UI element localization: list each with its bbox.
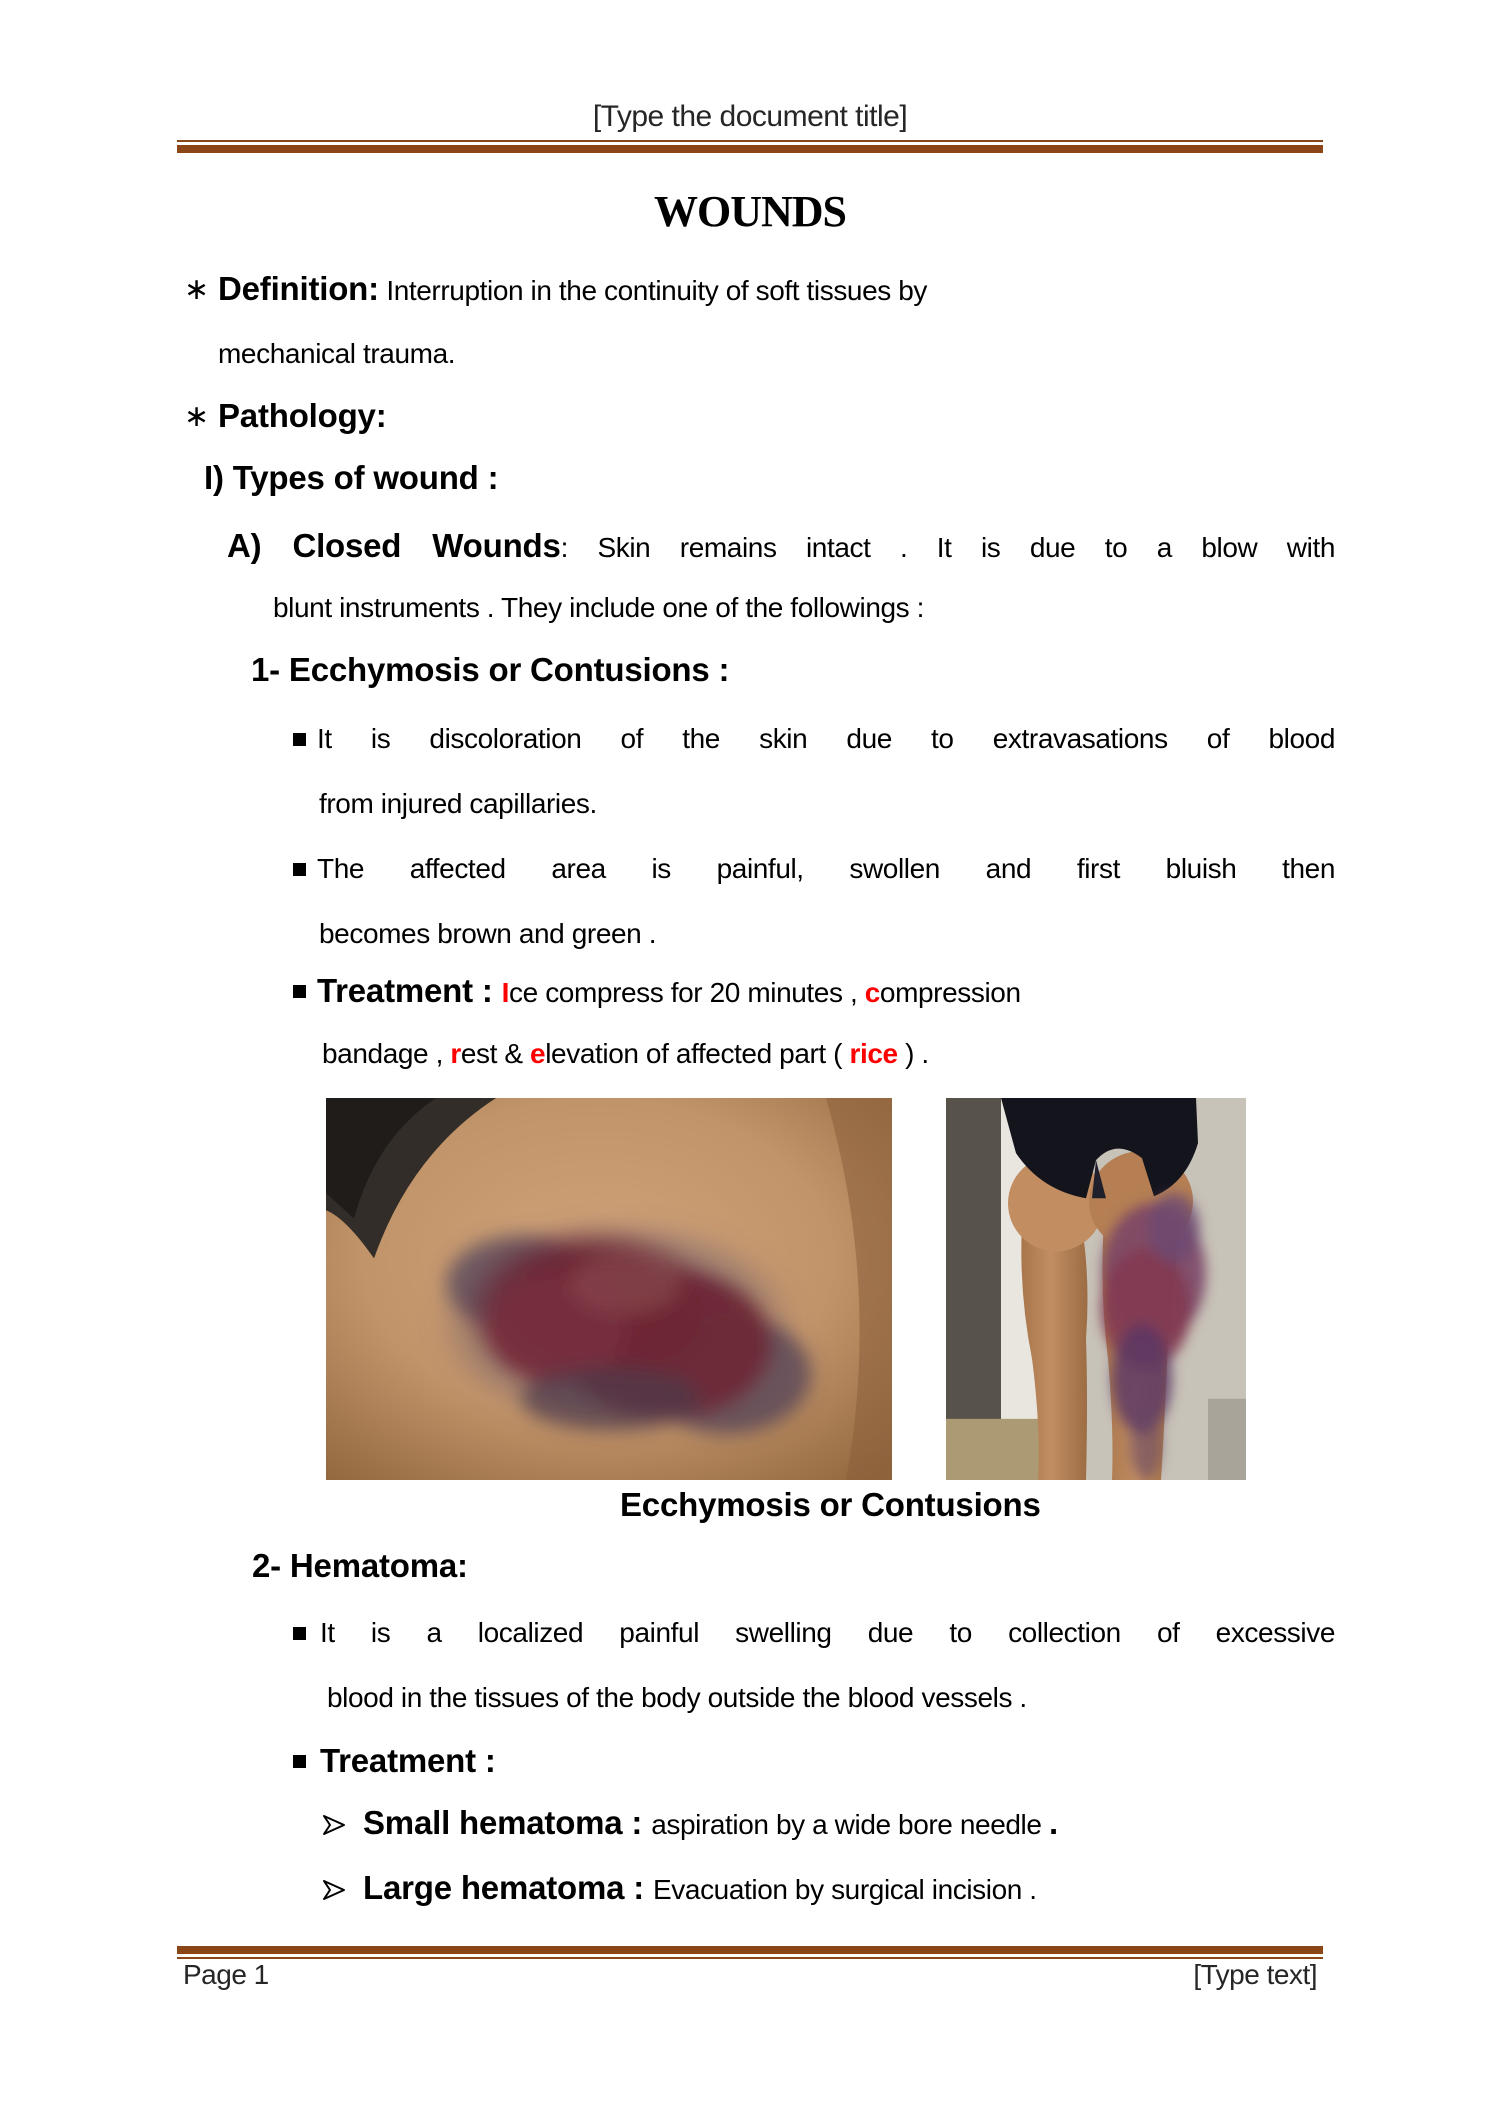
header-document-title-placeholder[interactable]: [Type the document title] xyxy=(592,100,908,133)
asterisk-bullet: ∗ xyxy=(184,273,210,306)
definition-text: Interruption in the continuity of soft tissues by xyxy=(386,275,928,306)
ecchymosis-point1-line2: from injured capillaries. xyxy=(319,788,597,819)
ecchymosis-point1-line1: It is discoloration of the skin due to extravasations of blood xyxy=(317,723,1335,754)
small-hematoma-line: Small hematoma : aspiration by a wide bore needle . xyxy=(363,1804,1058,1841)
hematoma-point1-line1: It is a localized painful swelling due to collection of excessive xyxy=(320,1617,1335,1648)
rice-letter-i: I xyxy=(501,977,510,1008)
large-hematoma-label: Large hematoma : xyxy=(363,1869,654,1906)
footer xyxy=(183,1959,1317,1991)
hematoma-point1-line2: blood in the tissues of the body outside the blood vessels . xyxy=(327,1682,1027,1713)
ecchymosis-point2-line1: The affected area is painful, swollen and first bluish then xyxy=(317,853,1335,884)
closed-wounds-line-1: A) Closed Wounds: Skin remains intact . It is due to a blow with xyxy=(227,527,1335,564)
square-bullet xyxy=(293,863,306,876)
hematoma-heading: 2- Hematoma: xyxy=(252,1547,468,1584)
small-hematoma-label: Small hematoma : xyxy=(363,1804,652,1841)
hematoma-treatment-heading: Treatment : xyxy=(320,1742,496,1779)
rice-letter-r: r xyxy=(450,1038,461,1069)
ecchymosis-treatment-line-1: Treatment : Ice compress for 20 minutes , compression xyxy=(317,972,1021,1009)
header-rule-thin xyxy=(177,140,1323,142)
definition-line-1 xyxy=(218,269,927,311)
square-bullet xyxy=(293,1627,306,1640)
rice-letter-e: e xyxy=(530,1038,546,1069)
definition-line-2: mechanical trauma. xyxy=(218,338,456,369)
rice-letter-c: c xyxy=(864,977,880,1008)
ecchymosis-treatment-line-2: bandage , rest & elevation of affected part ( rice ) . xyxy=(322,1038,929,1069)
large-hematoma-line: Large hematoma : Evacuation by surgical incision . xyxy=(363,1869,1037,1906)
bruised-legs-photo xyxy=(946,1098,1246,1480)
arrow-bullet-icon xyxy=(321,1813,347,1837)
types-of-wound-heading: I) Types of wound : xyxy=(204,459,499,496)
arrow-bullet-icon xyxy=(321,1878,347,1902)
photos-caption: Ecchymosis or Contusions xyxy=(620,1486,1041,1523)
rice-word: rice xyxy=(849,1038,898,1069)
treatment-label: Treatment : xyxy=(317,972,502,1009)
asterisk-bullet: ∗ xyxy=(184,400,210,433)
header-rule-thick xyxy=(177,145,1323,153)
page-title: WOUNDS xyxy=(653,187,847,236)
footer-type-text-placeholder[interactable]: [Type text] xyxy=(1193,1959,1317,1990)
square-bullet xyxy=(293,733,306,746)
ecchymosis-point2-line2: becomes brown and green . xyxy=(319,918,657,949)
square-bullet xyxy=(293,1755,306,1768)
definition-label: Definition: xyxy=(218,270,379,307)
footer-page-number: Page 1 xyxy=(183,1959,269,1990)
footer-rule-thick xyxy=(177,1946,1323,1954)
ecchymosis-heading: 1- Ecchymosis or Contusions : xyxy=(251,651,730,688)
bruise-on-arm-photo xyxy=(326,1098,892,1480)
pathology-heading: Pathology: xyxy=(218,397,387,434)
closed-wounds-label: A) Closed Wounds xyxy=(227,527,561,564)
closed-wounds-line-2: blunt instruments . They include one of the followings : xyxy=(273,592,925,623)
square-bullet xyxy=(293,985,306,998)
